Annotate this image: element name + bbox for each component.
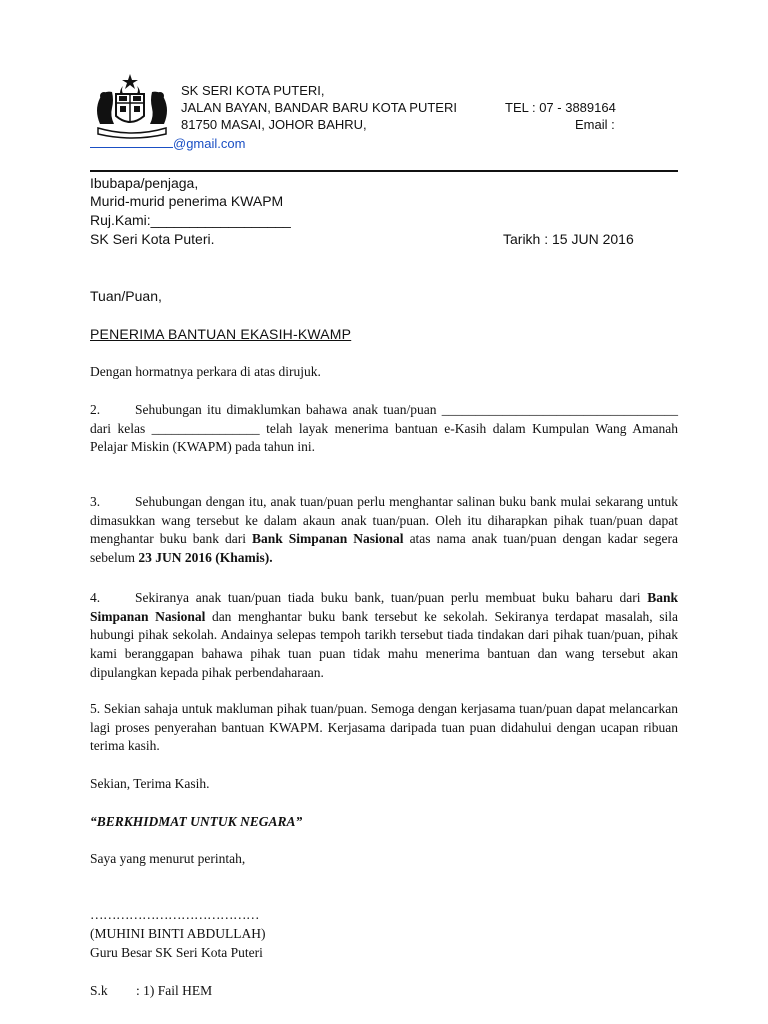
- address-line-2: 81750 MASAI, JOHOR BAHRU,: [181, 117, 367, 132]
- paragraph-4-text-b: dan menghantar buku bank tersebut ke sekolah. Sekiranya terdapat masalah, sila hubungi pihak sekolah. Andainya selepas tempoh tarikh tersebut tiada tindakan dari pihak tuan/puan, pihak kami beranggapan bahawa pihak tuan puan tidak mahu menerima bantuan dan wang tersebut akan dipulangkan kepada pihak perbendaharaan.: [90, 608, 679, 680]
- paragraph-3-text-a: Sehubungan dengan itu, anak tuan/puan perlu menghantar salinan buku bank mulai sekarang untuk dimasukkan wang tersebut ke dalam akaun anak tuan/puan. Oleh itu diharapkan pihak tuan/puan dapat menghantar buku bank dari: [90, 494, 678, 547]
- paragraph-2-text: Sehubungan itu dimaklumkan bahawa anak tuan/puan ___________________________________ dari kelas ________________ telah layak menerima bantuan e-Kasih dalam Kumpulan Wang Amanah Pelajar Miskin (KWAPM) pada tahun ini.: [90, 402, 678, 455]
- reference-line: Ruj.Kami:__________________: [90, 212, 291, 228]
- motto: “BERKHIDMAT UNTUK NEGARA”: [90, 814, 303, 829]
- cc-label: S.k: [90, 983, 108, 998]
- email-link[interactable]: [90, 134, 245, 151]
- recipient-line-2: Murid-murid penerima KWAPM: [90, 193, 284, 209]
- paragraph-4: [90, 589, 678, 683]
- paragraph-4-text-a: Sekiranya anak tuan/puan tiada buku bank, tuan/puan perlu membuat buku baharu dari: [135, 590, 648, 605]
- school-crest: [90, 72, 174, 140]
- opening-line: Dengan hormatnya perkara di atas dirujuk.: [90, 364, 321, 379]
- letter-subject: PENERIMA BANTUAN EKASIH-KWAMP: [90, 326, 352, 342]
- signatory-position: Guru Besar SK Seri Kota Puteri: [90, 945, 263, 960]
- paragraph-4-number: 4.: [90, 590, 101, 605]
- recipient-line-1: Ibubapa/penjaga,: [90, 175, 199, 191]
- paragraph-3-number: 3.: [90, 494, 101, 509]
- recipient-line-4: SK Seri Kota Puteri.: [90, 231, 215, 247]
- email-label: Email :: [575, 117, 615, 132]
- email-redacted-part: [90, 134, 173, 148]
- telephone: TEL : 07 - 3889164: [505, 100, 616, 115]
- signature-dots: …………………………………: [90, 907, 259, 922]
- paragraph-2-number: 2.: [90, 402, 101, 417]
- letterhead-divider: [90, 170, 678, 172]
- address-line-1: JALAN BAYAN, BANDAR BARU KOTA PUTERI: [181, 100, 457, 115]
- paragraph-3: [90, 493, 678, 568]
- email-domain: @gmail.com: [173, 136, 246, 151]
- paragraph-5: 5. Sekian sahaja untuk makluman pihak tuan/puan. Semoga dengan kerjasama tuan/puan dapat melancarkan lagi proses penyerahan bantuan KWAPM. Kerjasama daripada tuan puan didahului dengan ucapan ribuan terima kasih.: [90, 701, 678, 754]
- letter-date: Tarikh : 15 JUN 2016: [503, 231, 634, 247]
- closing-line: Sekian, Terima Kasih.: [90, 776, 210, 791]
- signatory-name: (MUHINI BINTI ABDULLAH): [90, 926, 266, 941]
- paragraph-3-deadline: 23 JUN 2016 (Khamis).: [138, 550, 273, 566]
- salutation: Tuan/Puan,: [90, 288, 162, 304]
- paragraph-4-bank-name: Bank Simpanan Nasional: [90, 590, 678, 624]
- cc-item: : 1) Fail HEM: [136, 983, 213, 998]
- paragraph-3-bank-name: Bank Simpanan Nasional: [251, 531, 404, 547]
- paragraph-2: [90, 401, 678, 457]
- school-name: SK SERI KOTA PUTERI,: [181, 83, 325, 98]
- paragraph-3-text-b: atas nama anak tuan/puan dengan kadar segera sebelum: [90, 531, 678, 566]
- signoff-line: Saya yang menurut perintah,: [90, 851, 246, 866]
